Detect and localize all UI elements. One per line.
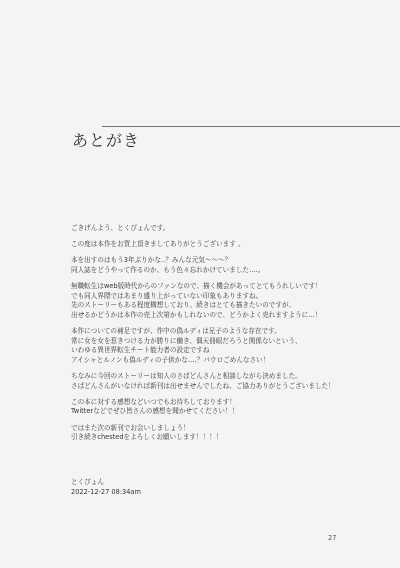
text-line: 同人誌をどうやって作るのか、もう色々忘れかけていました‥‥。 (71, 265, 265, 274)
paragraph-feedback (71, 398, 391, 417)
text-line: さぱどんさんがいなければ新刊は出せませんでしたね、ご協力ありがとうございました！ (71, 381, 335, 390)
text-line: 本作についての補足ですが、作中の偽ルディは兄子のような存在です。 (71, 327, 281, 336)
text-line: ごきげんよう、とくぴょんです。 (71, 224, 170, 232)
text-line: この度は本作をお買上頂きましてありがとうございます 。 (71, 240, 245, 249)
paragraph-thanks (71, 240, 391, 250)
paragraph-fandom (71, 282, 391, 320)
page-number: 27 (328, 534, 337, 542)
signoff (71, 478, 141, 497)
paragraph-story (71, 372, 391, 391)
text-line: でも同人界隈ではあまり盛り上がっていない印象もありますね。 (71, 291, 263, 300)
text-line: 本を出すのはもう3年ぶりかな‥？みんな元気～～～？ (71, 256, 232, 265)
text-line: アイシャとルノンも偽ルディの子供かな‥‥？パウロごめんなさい！ (71, 355, 270, 364)
paragraph-return (71, 256, 391, 275)
afterword-body (71, 224, 391, 449)
author-name: とくぴょん (71, 478, 104, 486)
text-line: Twitterなどでぜひ皆さんの感想を聞かせてください！！ (71, 407, 239, 416)
text-line: この本に対する感想などいつでもお待ちしております！ (71, 397, 236, 406)
paragraph-closing (71, 424, 391, 443)
text-line: ちなみに今回のストーリーは知人のさぱどんさんと相談しながら決めました。 (71, 372, 302, 381)
signoff-datetime: 2022-12-27 08:34am (71, 487, 141, 496)
paragraph-greeting (71, 224, 391, 234)
page-title: あとがき (72, 131, 141, 150)
text-line: いわゆる異世界転生チート能力者の設定ですね (71, 346, 210, 355)
text-line: 常に女を女を惹きつける力が勝りに働き、偶天冊眼だろうと関係ないという、 (71, 336, 302, 345)
text-line: 引き続きchestedをよろしくお願いします！！！！ (71, 433, 223, 442)
text-line: 出せるかどうかは本作の売上次第かもしれないので、どうかよく売れますように…！ (71, 310, 322, 319)
text-line: 無職転生はweb版時代からのファンなので、描く機会があってとてもうれしいです！ (71, 282, 322, 291)
text-line: ではまた次の新刊でお会いしましょう！ (71, 423, 190, 432)
paragraph-notes (71, 327, 391, 365)
text-line: 先のストーリーもある程度構想しており、続きはとても描きたいのですが、 (71, 301, 296, 310)
title-divider (102, 126, 400, 127)
